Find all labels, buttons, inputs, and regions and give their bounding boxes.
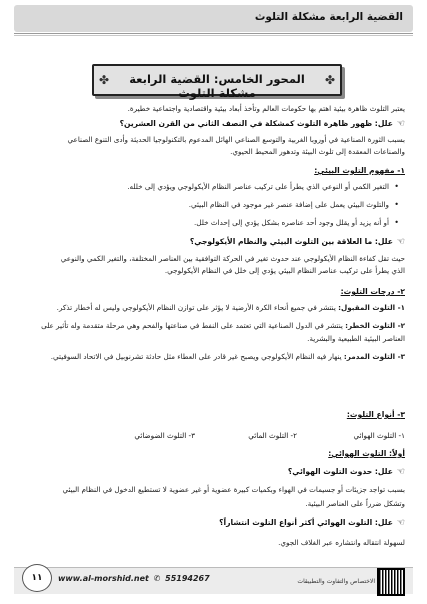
degree-text: ينتشر في الدول الصناعية التي تعتمد على النفط في صناعتها والفحم وهي مرحلة متقدمة وله تأثير على xyxy=(41,321,343,330)
concept-bullet: • أو أنه يزيد أو يقلل وجود أحد عناصره بشكل يؤدي إلى إحداث خلل. xyxy=(194,218,389,227)
section-air-title: أولاً: التلوث الهوائي: xyxy=(328,449,405,458)
ornament-left-icon: ✤ xyxy=(98,73,110,87)
answer-3-line: بسبب تواجد جزيئات أو جسيمات في الهواء وبكميات كبيرة عضوية أو غير عضوية لا تستطيع الدخول في النظام البيئي xyxy=(62,485,405,494)
type-item: ١- التلوث الهوائي xyxy=(353,431,405,440)
question-3 xyxy=(288,467,405,477)
concept-bullet: • التغير الكمي أو النوعي الذي يطرأ على تركيب عناصر النظام الأيكولوجي ويؤدي إلى خلله. xyxy=(127,182,389,191)
degree-text: ينتشر في جميع أنحاء الكرة الأرضية لا يؤثر على توازن النظام الأيكولوجي وليس له أخطار تذكر. xyxy=(56,303,336,312)
type-item: ٣- التلوث الضوضائي xyxy=(134,431,195,440)
phone-number: 55194267 xyxy=(165,574,210,583)
degree-item xyxy=(57,303,405,313)
question-3-label: علل: حدوث التلوث الهوائي؟ xyxy=(287,467,393,476)
chapter-title: المحور الخامس: القضية الرابعة مشكلة التلوث xyxy=(129,72,305,100)
footer-contact xyxy=(58,574,210,583)
answer-3-line: وتشكل ضرراً على العناصر البيئية. xyxy=(305,499,405,508)
header-divider xyxy=(14,33,413,34)
intro-text: يعتبر التلوث ظاهرة بيئية اهتم بها حكومات العالم وتأخذ أبعاد بيئية واقتصادية واجتماعية خطيرة. xyxy=(127,104,405,113)
degree-item xyxy=(51,352,405,362)
question-4-label: علل: التلوث الهوائي أكثر أنواع التلوث انتشاراً؟ xyxy=(219,518,393,527)
answer-4-line: لسهولة انتقاله وانتشاره عبر الغلاف الجوي. xyxy=(278,538,405,547)
answer-2-line: الذي يطرأ على تركيب عناصر النظام البيئي يؤدي إلى خلل في النظام الأيكولوجي. xyxy=(164,266,405,275)
question-1-label: علل: ظهور ظاهرة التلوث كمشكلة في النصف الثاني من القرن العشرين؟ xyxy=(119,119,393,128)
section-concept-title: ١- مفهوم التلوث البيئي: xyxy=(314,166,405,175)
pointing-hand-icon: ☜ xyxy=(396,119,405,129)
degree-text: ينهار فيه النظام الأيكولوجي ويصبح غير قادر على العطاء مثل حادثة تشرنوبيل في الاتحاد السوفيتي. xyxy=(50,352,342,361)
section-types-title: ٣- أنواع التلوث: xyxy=(346,410,405,419)
answer-1-line: والصناعات المعقدة إلى تلوث البيئة وتدهور المحيط الحيوي. xyxy=(230,147,405,156)
pointing-hand-icon: ☜ xyxy=(396,518,405,528)
chapter-title-box xyxy=(92,64,342,100)
types-list xyxy=(22,431,405,443)
degree-term: ٣- التلوث المدمر: xyxy=(343,352,405,361)
qr-code-icon xyxy=(377,568,405,596)
degree-item xyxy=(41,321,405,331)
degree-term: ٢- التلوث الخطر: xyxy=(345,321,405,330)
header-title: القضية الرابعة مشكلة التلوث xyxy=(254,11,403,23)
pointing-hand-icon: ☜ xyxy=(396,237,405,247)
ornament-right-icon: ✤ xyxy=(324,73,336,87)
page-header xyxy=(14,5,413,32)
section-degrees-title: ٢- درجات التلوث: xyxy=(340,287,405,296)
phone-icon: ✆ xyxy=(153,574,161,583)
question-4 xyxy=(219,518,405,528)
question-2 xyxy=(190,237,405,247)
page-number: ١١ xyxy=(22,564,52,592)
type-item: ٢- التلوث المائي xyxy=(248,431,297,440)
website-link[interactable]: www.al-morshid.net xyxy=(58,574,149,583)
degree-item-continued xyxy=(307,334,405,344)
question-1 xyxy=(120,119,405,129)
question-2-label: علل: ما العلاقة بين التلوث البيئي والنظام الأيكولوجي؟ xyxy=(189,237,393,246)
pointing-hand-icon: ☜ xyxy=(396,467,405,477)
degree-term: ١- التلوث المقبول: xyxy=(338,303,405,312)
answer-1-line: بسبب الثورة الصناعية في أوروبا الغربية والتوسع الصناعي الهائل المدعوم بالتكنولوجيا الحديثة وأدى التنوع الصناعي xyxy=(67,135,405,144)
degree-text: العناصر البيئية الطبيعية والبشرية. xyxy=(307,334,405,343)
concept-bullet: • والتلوث البيئي يعمل على إضافة عنصر غير موجود في النظام البيئي. xyxy=(189,200,389,209)
header-divider-secondary xyxy=(14,35,413,36)
footer-brand: الاختصاص والتفاوت والتطبيقات xyxy=(297,578,375,585)
answer-2-line: حيث تقل كفاءة النظام الأيكولوجي عند حدوث تغير في الحركة التوافقية بين العناصر المختلفة، والتغير الكمي والنوعي xyxy=(60,254,405,263)
